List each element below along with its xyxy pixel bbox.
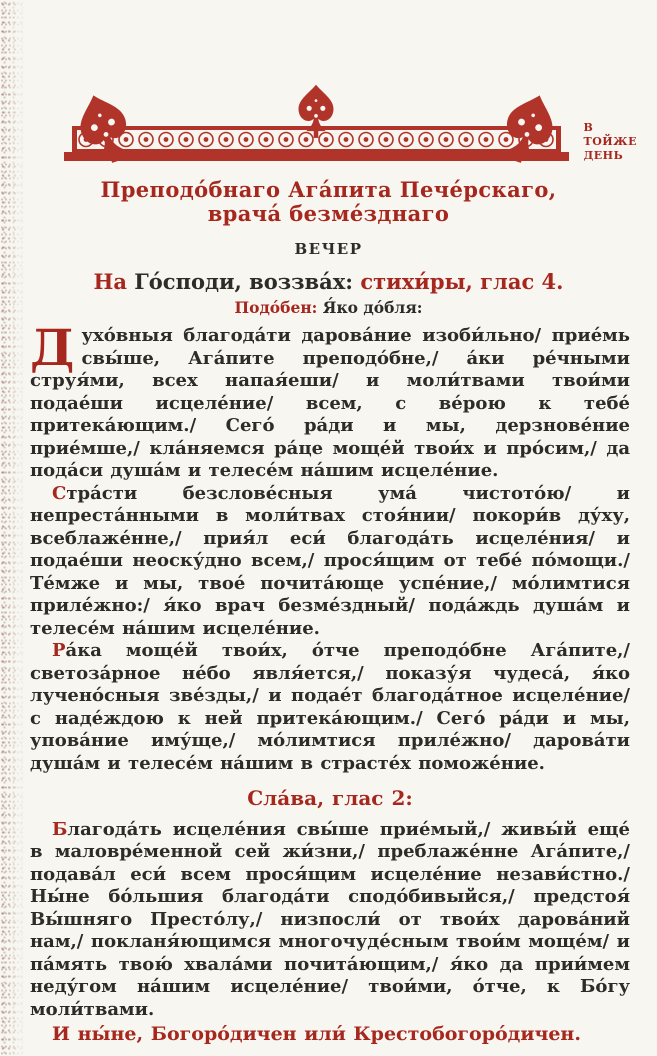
vesper-heading: ВЕЧЕР: [294, 240, 363, 258]
margin-note-line: В: [583, 121, 594, 134]
margin-note-line: ДЕНЬ: [583, 149, 624, 162]
chapter-header: [0, 0, 657, 170]
sticheron-text: тра́сти безслове́сныя ума́ чистото́ю/ и непреста́нными в моли́твах стоя́нии/ покори́в ду́ху, всеблаже́нне,/ прия́л еси́ благода́ть исцеле́ния/ и подае́ши неоску́дно всем,/ прося́щим от тебе́ по́мощи./ Те́мже и мы, твое́ почита́юще успе́ние,/ мо́лимтися приле́жно:/ я́ко врач безме́здный/ пода́ждь душа́м и телесе́м на́шим исцеле́ние.: [30, 482, 630, 639]
margin-note-line: ТОЙЖЕ: [583, 135, 637, 148]
liturgical-text-block: [30, 318, 630, 1046]
podoben-label: Подо́бен:: [234, 298, 323, 317]
title-line-2: врача́ безме́зднаго: [207, 201, 450, 226]
headpiece-ornament: [64, 82, 569, 170]
red-initial: Р: [52, 640, 66, 661]
margin-note-same-day: [584, 121, 637, 163]
sticheron-paragraph: [30, 318, 630, 483]
sticheron-text: а́ка моще́й твои́х, о́тче преподо́бне Ага́пите,/ светоза́рное не́бо явля́ется,/ показу́я чудеса́, я́ко лучено́сныя зве́зды,/ и подае́т благода́тное исцеле́ние/ с наде́ждою к ней притека́ющим./ Сего́ ра́ди и мы, упова́ние иму́ще,/ мо́лимтися приле́жно/ дарова́ти душа́м и телесе́м на́шим в страсте́х поможе́ние.: [30, 640, 630, 774]
rubric-psalm-incipit: Го́споди, воззва́х:: [134, 269, 361, 294]
rubric-stichera-tone: стихи́ры, глас 4.: [360, 269, 564, 294]
sticheron-paragraph: [30, 640, 630, 775]
podoben-model: Я́ко до́бля:: [322, 298, 423, 317]
rubric-incipit: [0, 268, 657, 296]
title-line-1: Преподо́бнаго Ага́пита Пече́рскаго,: [100, 177, 557, 202]
slava-heading: Сла́ва, глас 2:: [247, 786, 413, 810]
rubric-lead: На: [93, 269, 135, 294]
sticheron-paragraph: [30, 483, 630, 641]
page-title: [30, 178, 627, 226]
dropcap-initial: Д: [30, 318, 75, 377]
headpiece-base-bar: [64, 152, 569, 161]
sticheron-paragraph: [30, 819, 630, 1022]
red-initial: Б: [52, 818, 68, 840]
podoben-line: [0, 298, 657, 318]
closing-rubric: И ны́не, Богоро́дичен или́ Крестобогоро́дичен.: [52, 1023, 581, 1045]
sticheron-text: ухо́вныя благода́ти дарова́ние изоби́льно/ прие́мь свы́ше, Ага́пите преподо́бне,/ а́ки ре́чными струя́ми, всех напая́еши/ и моли́твами твои́ми подае́ши исцеле́ние/ всем, с ве́рою к тебе́ притека́ющим./ Сего́ ра́ди и мы, дерзнове́ние прие́мше,/ кла́няемся ра́це моще́й твои́х и про́сим,/ да пода́си душа́м и телесе́м на́шим исцеле́ние.: [30, 325, 630, 481]
red-initial: С: [52, 482, 67, 504]
sticheron-text: лагода́ть исцеле́ния свы́ше прие́мый,/ живы́й еще́ в маловре́менной сей жи́зни,/ преблаже́нне Ага́пите,/ подава́л еси́ всем прося́щим исцеле́ние незави́стно./ Ны́не бо́льшия благода́ти сподо́бивыйся,/ предстоя́ Вы́шняго Престо́лу,/ низпосли́ от твои́х дарова́ний нам,/ покланя́ющимся многочуде́сным твои́м моще́м/ и па́мять твою́ хвала́ми почита́ющим,/ я́ко да прии́мем неду́гом на́шим исцеле́ние/ твои́ми, о́тче, к Бо́гу моли́твами.: [30, 818, 630, 1020]
